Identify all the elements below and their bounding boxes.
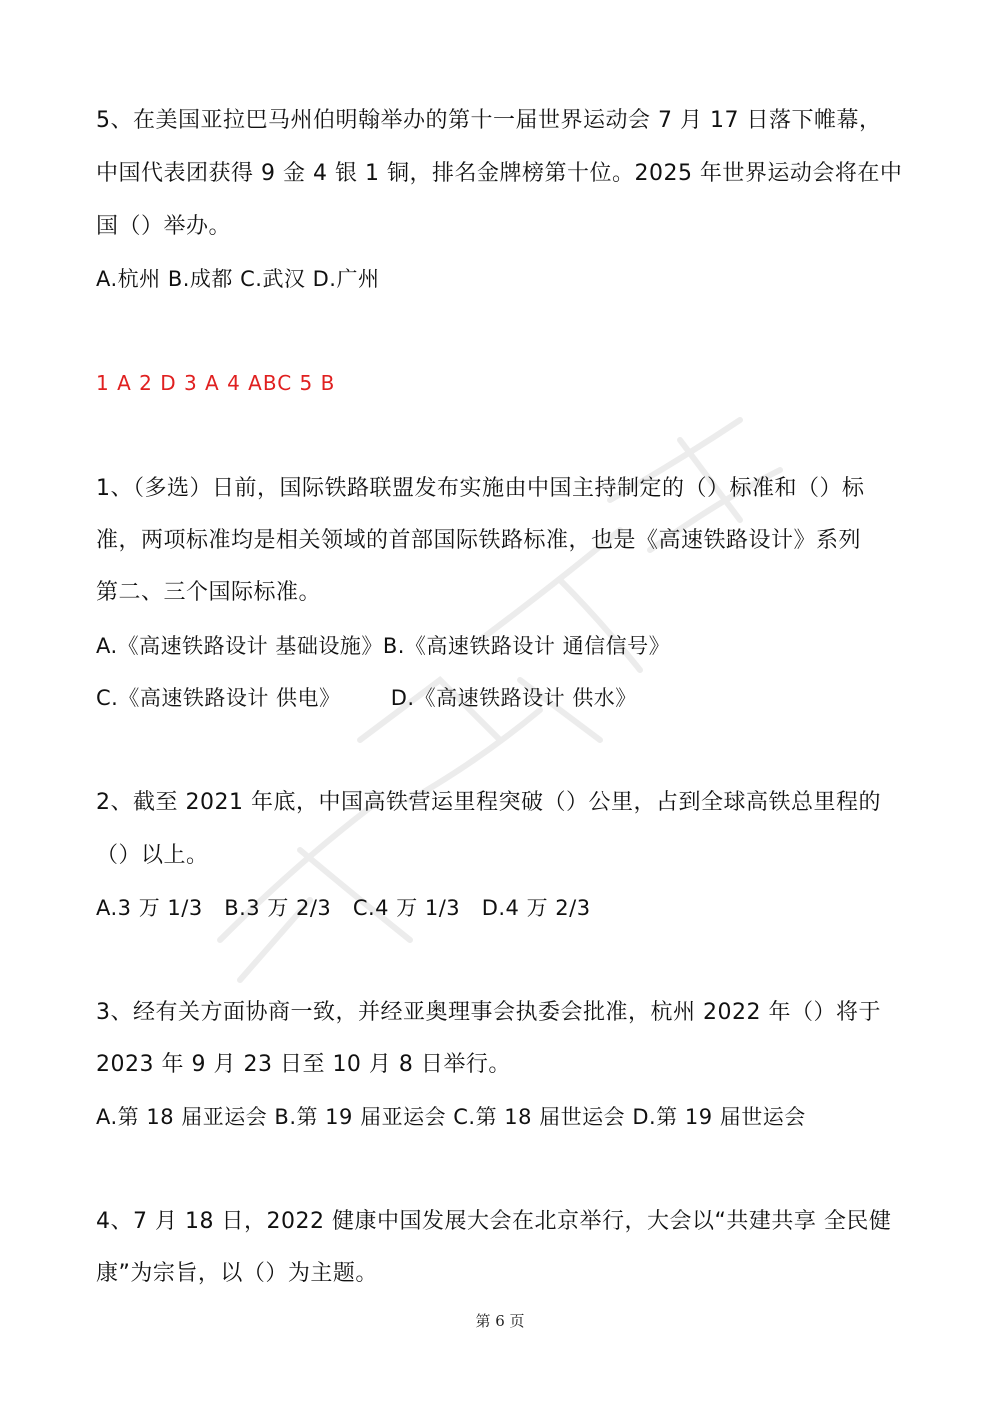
q1-line-1: 1、（多选）日前，国际铁路联盟发布实施由中国主持制定的（）标准和（）标 — [96, 476, 865, 501]
q2-line-2: （）以上。 — [96, 843, 209, 868]
q5-line-1: 5、在美国亚拉巴马州伯明翰举办的第十一届世界运动会 7 月 17 日落下帷幕， — [96, 108, 882, 133]
q1-options-2: C.《高速铁路设计 供电》 D.《高速铁路设计 供水》 — [96, 686, 637, 710]
q3-line-2: 2023 年 9 月 23 日至 10 月 8 日举行。 — [96, 1052, 511, 1077]
q5-line-2: 中国代表团获得 9 金 4 银 1 铜，排名金牌榜第十位。2025 年世界运动会将在中 — [96, 161, 903, 186]
q4-line-2: 康”为宗旨，以（）为主题。 — [96, 1261, 378, 1286]
q1-options-1: A.《高速铁路设计 基础设施》B.《高速铁路设计 通信信号》 — [96, 634, 671, 658]
q3-line-1: 3、经有关方面协商一致，并经亚奥理事会执委会批准，杭州 2022 年（）将于 — [96, 1000, 881, 1025]
answer-key: 1 A 2 D 3 A 4 ABC 5 B — [96, 371, 336, 395]
q2-options: A.3 万 1/3 B.3 万 2/3 C.4 万 1/3 D.4 万 2/3 — [96, 896, 591, 920]
q1-line-2: 准，两项标准均是相关领域的首部国际铁路标准，也是《高速铁路设计》系列 — [96, 528, 862, 553]
page-number: 第 6 页 — [475, 1312, 525, 1330]
q2-line-1: 2、截至 2021 年底，中国高铁营运里程突破（）公里，占到全球高铁总里程的 — [96, 790, 881, 815]
q3-options: A.第 18 届亚运会 B.第 19 届亚运会 C.第 18 届世运会 D.第 19 届世运会 — [96, 1105, 806, 1129]
q5-options: A.杭州 B.成都 C.武汉 D.广州 — [96, 267, 380, 291]
q4-line-1: 4、7 月 18 日，2022 健康中国发展大会在北京举行，大会以“共建共享 全民健 — [96, 1209, 892, 1234]
q1-line-3: 第二、三个国际标准。 — [96, 580, 322, 605]
q5-line-3: 国（）举办。 — [96, 214, 232, 239]
